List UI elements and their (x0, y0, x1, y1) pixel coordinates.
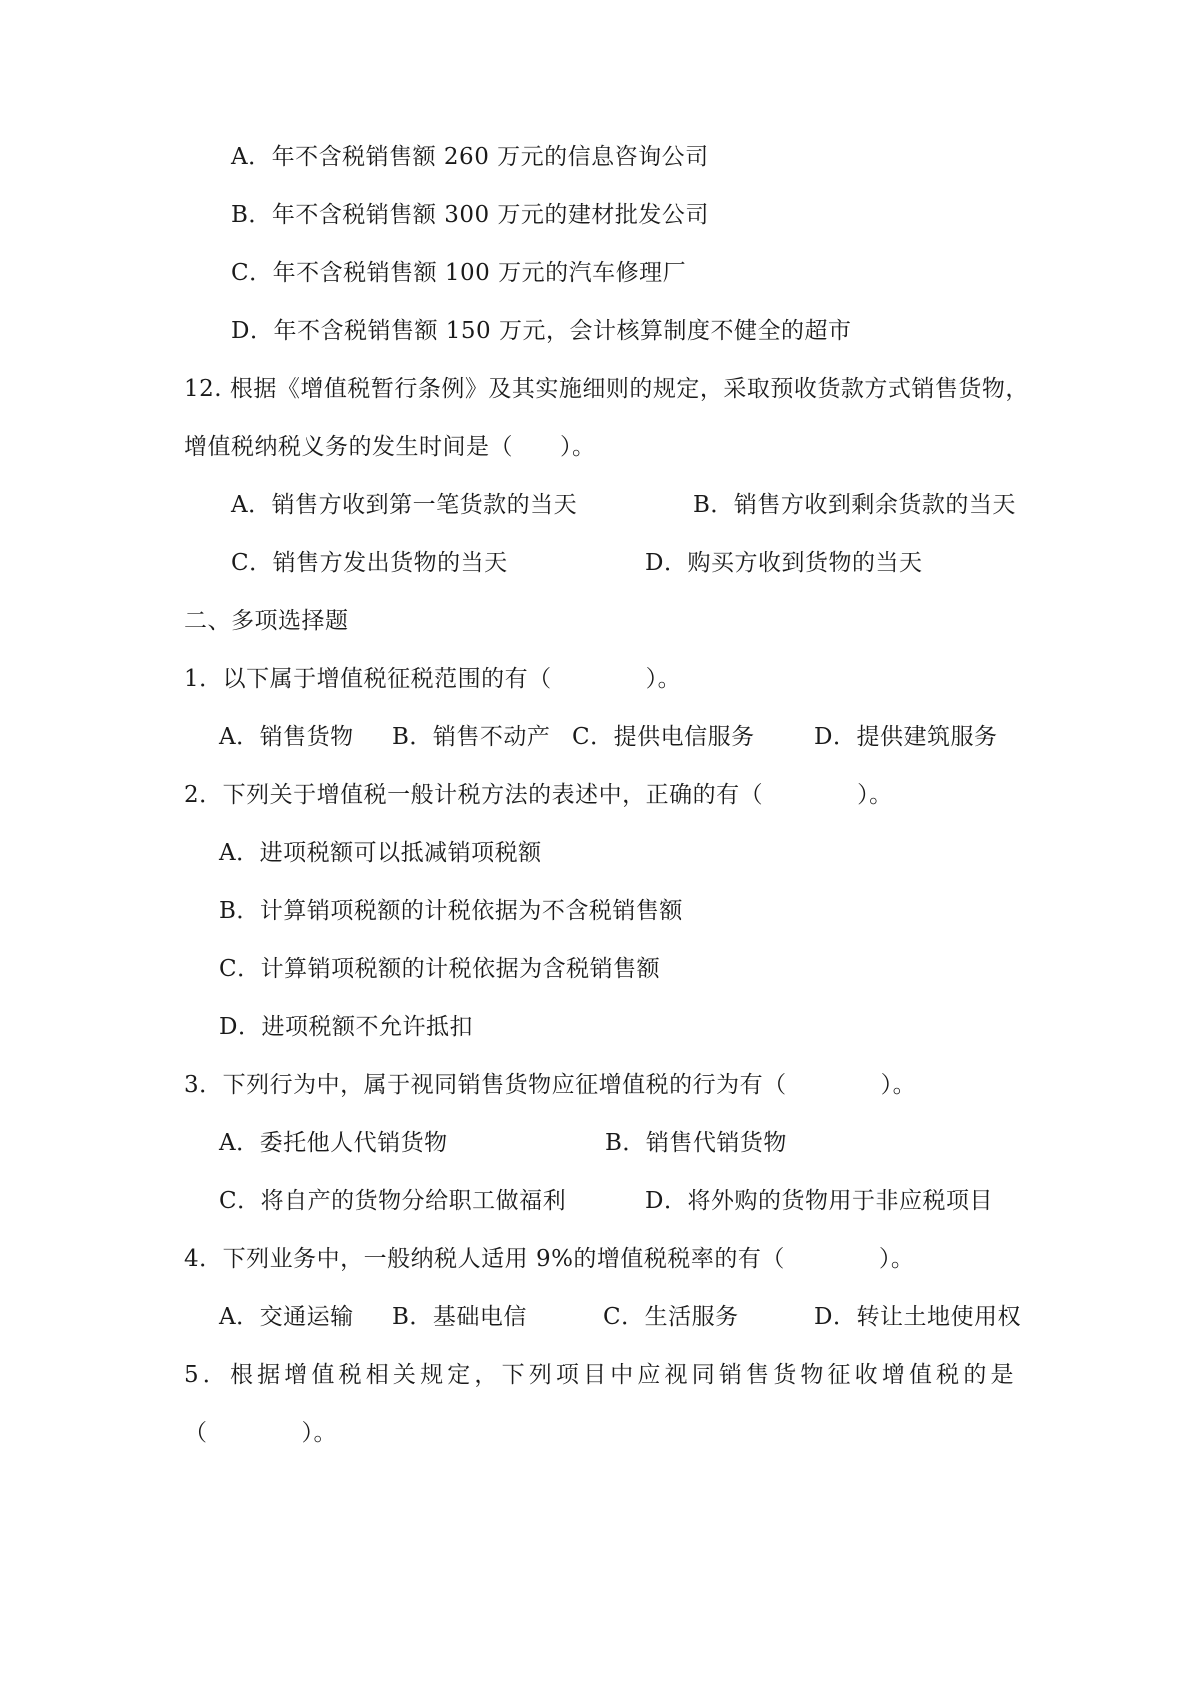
q11-option-a: A．年不含税销售额 260 万元的信息咨询公司 (231, 144, 709, 170)
mq3-option-b: B．销售代销货物 (605, 1130, 787, 1156)
mq2-option-a: A．进项税额可以抵减销项税额 (219, 840, 542, 866)
mq3-option-c: C．将自产的货物分给职工做福利 (219, 1188, 567, 1214)
mq4-option-b: B．基础电信 (392, 1304, 527, 1330)
mq4-option-d: D．转让土地使用权 (814, 1304, 1021, 1330)
mq1-option-d: D．提供建筑服务 (814, 724, 998, 750)
q12-option-c: C．销售方发出货物的当天 (231, 550, 508, 576)
q12-option-b: B．销售方收到剩余货款的当天 (693, 492, 1016, 518)
mq2-option-d: D．进项税额不允许抵扣 (219, 1014, 473, 1040)
mq1-stem: 1．以下属于增值税征税范围的有（ ）。 (184, 666, 682, 692)
mq2-option-b: B．计算销项税额的计税依据为不含税销售额 (219, 898, 683, 924)
mq5-stem-line2: （ ）。 (184, 1420, 337, 1446)
section-title-multiple-choice: 二、多项选择题 (184, 608, 349, 634)
mq5-stem-line1: 5．根据增值税相关规定，下列项目中应视同销售货物征收增值税的是 (184, 1362, 1014, 1388)
mq1-option-b: B．销售不动产 (392, 724, 551, 750)
mq4-option-a: A．交通运输 (219, 1304, 354, 1330)
q11-option-c: C．年不含税销售额 100 万元的汽车修理厂 (231, 260, 687, 286)
mq2-stem: 2．下列关于增值税一般计税方法的表述中，正确的有（ ）。 (184, 782, 893, 808)
mq3-option-d: D．将外购的货物用于非应税项目 (645, 1188, 993, 1214)
mq4-option-c: C．生活服务 (603, 1304, 739, 1330)
q12-stem-line1: 12. 根据《增值税暂行条例》及其实施细则的规定，采取预收货款方式销售货物， (184, 376, 1029, 402)
mq4-stem: 4．下列业务中，一般纳税人适用 9%的增值税税率的有（ ）。 (184, 1246, 915, 1272)
q11-option-d: D．年不含税销售额 150 万元，会计核算制度不健全的超市 (231, 318, 852, 344)
mq3-stem: 3．下列行为中，属于视同销售货物应征增值税的行为有（ ）。 (184, 1072, 917, 1098)
q11-option-b: B．年不含税销售额 300 万元的建材批发公司 (231, 202, 709, 228)
mq1-option-c: C．提供电信服务 (572, 724, 755, 750)
mq3-option-a: A．委托他人代销货物 (219, 1130, 448, 1156)
mq1-option-a: A．销售货物 (219, 724, 354, 750)
q12-option-a: A．销售方收到第一笔货款的当天 (231, 492, 578, 518)
q12-option-d: D．购买方收到货物的当天 (645, 550, 923, 576)
mq2-option-c: C．计算销项税额的计税依据为含税销售额 (219, 956, 661, 982)
q12-stem-line2: 增值税纳税义务的发生时间是（ ）。 (184, 434, 596, 460)
